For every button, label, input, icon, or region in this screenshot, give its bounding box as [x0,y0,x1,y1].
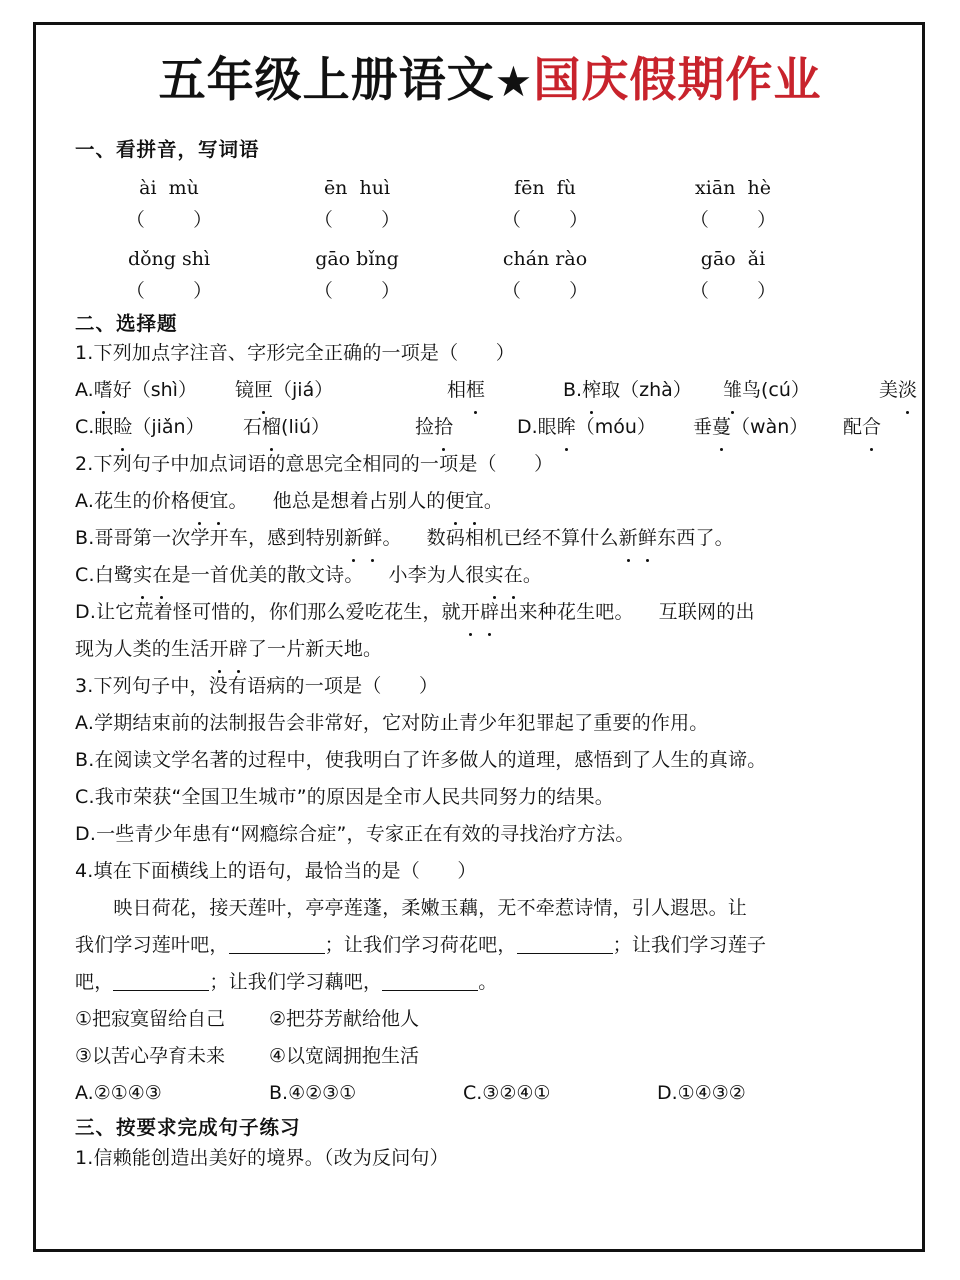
answer-bracket-row-1 [75,203,905,237]
option-d-word3: 配合 [843,409,903,446]
emphasis-char: 雏 [723,372,742,409]
emphasis-char: 框 [466,372,485,409]
choice-item: ④以宽阔拥抱生活 [269,1045,420,1068]
emphasis-char: 便 [445,483,464,520]
title-black-part: 五年级上册语文 [158,53,495,108]
emphasis-char: 宜 [209,483,228,520]
question-4-passage-line2: 我们学习莲叶吧， ；让我们学习荷花吧， ；让我们学习莲子 [75,934,767,957]
fill-blank[interactable] [229,953,325,954]
question-3-option-a: A.学期结束前的法制报告会非常好，它对防止青少年犯罪起了重要的作用。 [75,712,709,735]
answer-bracket[interactable]: （ ） [125,208,213,231]
question-4-passage-line1: 映日荷花，接天莲叶，亭亭莲蓬，柔嫩玉藕，无不牵惹诗情，引人遐思。让 [75,897,748,920]
question-4-stem: 4.填在下面横线上的语句，最恰当的是（ ） [75,860,477,883]
question-3-option-c: C.我市荣获“全国卫生城市”的原因是全市人民共同努力的结果。 [75,786,614,809]
emphasis-char: 睑 [113,409,132,446]
option-d: D.眼眸（móu） [517,409,693,446]
question-4-answers [75,1075,905,1112]
emphasis-char: 嗜 [94,372,113,409]
emphasis-char: 实 [484,557,503,594]
pinyin-cell: xiān hè [695,176,771,199]
choice-item: ③以苦心孕育未来 [75,1045,226,1068]
emphasis-char: 合 [862,409,881,446]
emphasis-char: 辟 [480,594,499,631]
answer-option-d[interactable]: D.①④③② [657,1082,746,1105]
option-d-word2: 垂蔓（wàn） [693,409,843,446]
pinyin-cell: ài mù [139,176,199,199]
question-4-passage-line3: 吧， ；让我们学习藕吧， 。 [75,971,498,994]
option-c: C.眼睑（jiǎn） [75,409,243,446]
question-1-options-row-c [75,409,905,446]
emphasis-char: 新 [344,520,363,557]
pinyin-cell: gāo bǐng [315,247,399,270]
answer-bracket[interactable]: （ ） [689,208,777,231]
emphasis-char: 在 [504,557,523,594]
option-b-word2: 雏鸟(cú） [723,372,879,409]
option-b: B.榨取（zhà） [563,372,723,409]
section-3-heading: 三、按要求完成句子练习 [75,1116,301,1140]
option-a: A.嗜好（shì） [75,372,235,409]
emphasis-char: 便 [190,483,209,520]
emphasis-char: 拾 [434,409,453,446]
choice-item: ②把芬芳献给他人 [269,1008,420,1031]
pinyin-cell: gāo ǎi [700,247,766,270]
pinyin-cell: ēn huì [323,176,391,199]
question-2-option-d-line2: 现为人类的生活开辟了一片新天地。 [75,631,905,668]
section-2-heading: 二、选择题 [75,311,178,335]
question-2-option-a: A.花生的价格便宜。 他总是想着占别人的便宜。 [75,483,905,520]
emphasis-char: 蔓 [712,409,731,446]
emphasis-char: 开 [461,594,480,631]
pinyin-row-1 [75,173,905,203]
title-red-part: 国庆假期作业 [533,53,822,108]
question-3-option-d: D.一些青少年患有“网瘾综合症”，专家正在有效的寻找治疗方法。 [75,823,635,846]
option-c-word3: 捡拾 [415,409,517,446]
emphasis-char: 淡 [898,372,917,409]
emphasis-char: 开 [209,631,228,668]
answer-bracket[interactable]: （ ） [501,208,589,231]
answer-option-c[interactable]: C.③②④① [463,1082,551,1105]
answer-option-b[interactable]: B.④②③① [269,1082,357,1105]
page-title [75,53,905,108]
answer-bracket[interactable]: （ ） [313,279,401,302]
emphasis-char: 鲜 [638,520,657,557]
question-2-option-c: C.白鹭实在是一首优美的散文诗。 小李为人很实在。 [75,557,905,594]
question-2-option-d-line1: D.让它荒着怪可惜的，你们那么爱吃花生，就开辟出来种花生吧。 互联网的出 [75,594,905,631]
emphasis-char: 在 [152,557,171,594]
emphasis-char: 宜 [465,483,484,520]
pinyin-cell: dǒng shì [127,247,211,270]
emphasis-char: 鲜 [363,520,382,557]
question-2-option-b: B.哥哥第一次学开车，感到特别新鲜。 数码相机已经不算什么新鲜东西了。 [75,520,905,557]
question-2-stem: 2.下列句子中加点词语的意思完全相同的一项是（ ） [75,453,554,476]
pinyin-cell: fēn fù [514,176,576,199]
answer-bracket[interactable]: （ ） [689,279,777,302]
answer-bracket[interactable]: （ ） [313,208,401,231]
fill-blank[interactable] [382,990,478,991]
emphasis-char: 新 [619,520,638,557]
question-4-choices-row-1 [75,1001,905,1038]
star-icon: ★ [494,57,534,106]
emphasis-char: 匣 [254,372,273,409]
answer-option-a[interactable]: A.②①④③ [75,1082,162,1105]
emphasis-char: 榴 [262,409,281,446]
question-3-option-b: B.在阅读文学名著的过程中，使我明白了许多做人的道理，感悟到了人生的真谛。 [75,749,767,772]
section-3-question-1: 1.信赖能创造出美好的境界。（改为反问句） [75,1146,449,1169]
answer-bracket[interactable]: （ ） [501,279,589,302]
pinyin-cell: chán rào [502,247,588,270]
option-a-word2: 镜匣（jiá） [235,372,447,409]
emphasis-char: 辟 [229,631,248,668]
emphasis-char: 眸 [557,409,576,446]
option-c-word2: 石榴(liú） [243,409,415,446]
answer-bracket[interactable]: （ ） [125,279,213,302]
question-1-options-row-a [75,372,918,409]
option-a-word3: 相框 [447,372,563,409]
fill-blank[interactable] [113,990,209,991]
section-1-heading: 一、看拼音，写词语 [75,138,260,162]
emphasis-char: 榨 [582,372,601,409]
option-b-word3: 美淡 [879,372,939,409]
question-4-choices-row-2 [75,1038,905,1075]
answer-bracket-row-2 [75,274,905,308]
choice-item: ①把寂寞留给自己 [75,1008,226,1031]
question-1-stem: 1.下列加点字注音、字形完全正确的一项是（ ） [75,342,515,365]
pinyin-row-2 [75,244,905,274]
worksheet-page [33,22,925,1252]
fill-blank[interactable] [517,953,613,954]
question-3-stem: 3.下列句子中，没有语病的一项是（ ） [75,675,439,698]
emphasis-char: 实 [133,557,152,594]
